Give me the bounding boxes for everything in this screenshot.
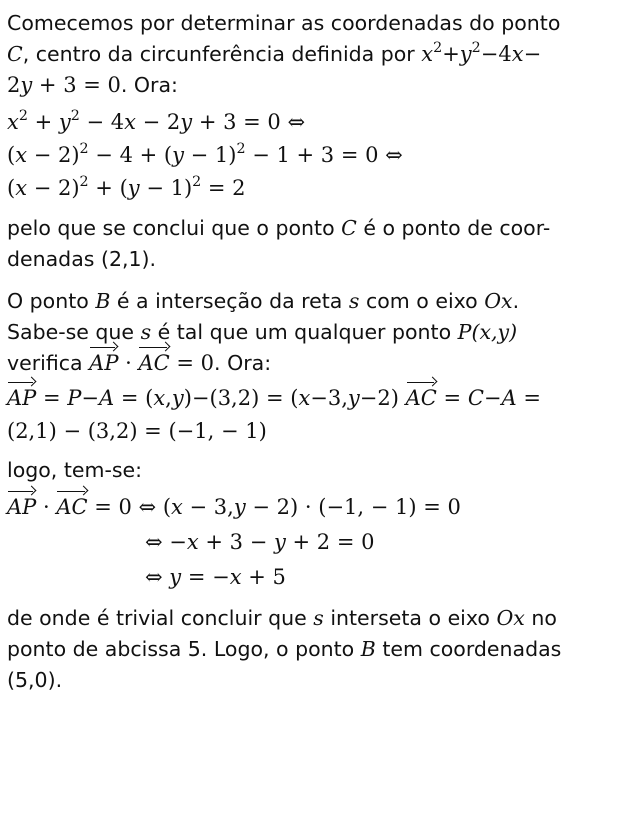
paragraph-intro <box>7 8 610 101</box>
final-text-5: tem coordenadas <box>382 637 562 661</box>
line-s-symbol: s <box>348 289 360 313</box>
conclusion-text-1: pelo que se conclui que o ponto <box>7 216 335 240</box>
paragraph-conclusion-c <box>7 213 610 275</box>
intro-text-3: . Ora: <box>120 73 178 97</box>
axis-ox-symbol-2: Ox <box>496 606 525 630</box>
point-b-text-5: é tal que um qualquer ponto <box>157 320 452 344</box>
line-s-symbol-2: s <box>140 320 152 344</box>
point-p-symbol: P(x,y) <box>457 320 518 344</box>
paragraph-final <box>7 603 610 696</box>
point-b-text-4: Sabe-se que <box>7 320 135 344</box>
point-b-text-2: é a interseção da reta <box>116 289 343 313</box>
vector-line-2: (2,1) − (3,2) = (−1, − 1) <box>7 419 267 443</box>
point-c-symbol-2: C <box>341 216 357 240</box>
intro-text: Comecemos por determinar as coordenadas do ponto <box>7 11 561 35</box>
point-b-text-6: verifica <box>7 351 83 375</box>
point-b-symbol: B <box>95 289 111 313</box>
derivation-line-2: ⇔ −x + 3 − y + 2 = 0 <box>145 530 375 554</box>
intro-text-2: , centro da circunferência definida por <box>22 42 415 66</box>
point-b-symbol-2: B <box>360 637 376 661</box>
point-b-text-3: com o eixo <box>365 289 478 313</box>
conclusion-text-3: denadas (2,1). <box>7 247 157 271</box>
therefore-text: logo, tem-se: <box>7 458 143 482</box>
final-text-3: no <box>531 606 557 630</box>
axis-ox-symbol: Ox <box>484 289 513 313</box>
final-text-6: (5,0). <box>7 668 63 692</box>
derivation-line-1: AP · AC = 0 ⇔ (x − 3,y − 2) · (−1, − 1) = 0 <box>7 492 610 523</box>
paragraph-point-b: O ponto B é a interseção da reta s com o eixo Ox. Sabe-se que s é tal que um qualquer ponto P(x,y) verifica AP · AC = 0. Ora: <box>7 286 610 379</box>
vector-line-1: AP = P−A = (x,y)−(3,2) = (x−3,y−2) AC = C−A = <box>7 383 610 414</box>
circle-equation-part1: $x^2+y^2-4x-$ <box>421 40 542 66</box>
equals-zero: = 0 <box>176 351 215 375</box>
paragraph-therefore <box>7 455 610 486</box>
document-body <box>7 8 610 696</box>
equation-line-3: $(x - 2)^2 + (y - 1)^2 = 2$ <box>7 174 246 200</box>
line-s-symbol-3: s <box>313 606 324 630</box>
equation-line-1: $x^2 + y^2 - 4x - 2y + 3 = 0$ ⇔ <box>7 108 306 134</box>
point-b-text-1: O ponto <box>7 289 89 313</box>
circle-equation-part2: 2y + 3 = 0 <box>7 73 121 97</box>
equation-line-2: $(x - 2)^2 - 4 + (y - 1)^2 - 1 + 3 = 0$ ⇔ <box>7 141 403 167</box>
final-text-4: ponto de abcissa 5. Logo, o ponto <box>7 637 355 661</box>
conclusion-text-2: é o ponto de coor- <box>363 216 551 240</box>
final-text-1: de onde é trivial concluir que <box>7 606 307 630</box>
derivation-line-3: ⇔ y = −x + 5 <box>145 565 286 589</box>
final-text-2: interseta o eixo <box>330 606 490 630</box>
dot-product-condition: AP · AC = 0 <box>89 351 214 375</box>
point-c-symbol: C <box>7 42 23 66</box>
point-b-text-7: . Ora: <box>214 351 272 375</box>
